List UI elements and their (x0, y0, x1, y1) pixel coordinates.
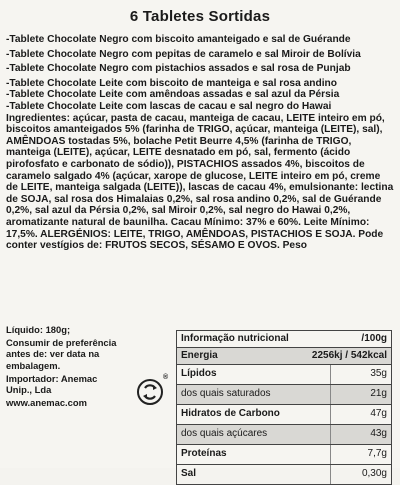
nutrient-value: 21g (330, 385, 391, 404)
importer: Importador: Anemac Unip., Lda (6, 372, 98, 396)
registered-mark: ® (163, 374, 169, 381)
product-item-4: -Tablete Chocolate Leite com biscoito de manteiga e sal rosa andino (6, 77, 337, 89)
ingredients-text: Ingredientes: açúcar, pasta de cacau, manteiga de cacau, LEITE inteiro em pó, biscoitos amanteigados 5% (farinha de TRIGO, açúcar, manteiga (LEITE), sal), AMÊNDOAS tostadas 5%, bolache Petit Beurre 4,5% (farinha de TRIGO, manteiga (LEITE), açúcar, LEITE desnatado em pó, sal, fermento (ácido pirofosfato e carbonato de sódio)), PISTACHIOS assados 4%, biscoitos de caramelo salgado 4% (açúcar, xarope de glucose, LEITE inteiro em pó, creme de LEITE, manteiga salgada (LEITE)), lascas de cacau 4%, emulsionante: lectina de SOJA, sal rosa dos Himalaias 0,2%, sal rosa andino 0,2%, sal de Guérande 0,2%, sal azul da Pérsia 0,2%, sal Miroir 0,2%, sal negro do Hawai 0,2%, aromatizante natural de baunilha. Cacau Mínimo: 37% e 60%. Leite Mínimo: 17,5%. ALERGÉNIOS: LEITE, TRIGO, AMÊNDOAS, PISTACHIOS E SOJA. Pode conter vestígios de: FRUTOS SECOS, SÉSAMO E OVOS. Peso (6, 112, 394, 252)
nutrient-value: 7,7g (330, 445, 391, 464)
energy-value: 2256kj / 542kcal (311, 350, 387, 361)
energy-label: Energia (181, 350, 218, 361)
product-item-1: -Tablete Chocolate Negro com biscoito amanteigado e sal de Guérande (6, 34, 351, 45)
page-title: 6 Tabletes Sortidas (129, 8, 271, 25)
nutrient-label: dos quais açúcares (181, 428, 268, 439)
left-info-column (6, 324, 124, 410)
nutrient-label: dos quais saturados (181, 388, 271, 399)
energy-row (177, 348, 391, 365)
nutrition-row-lipids (177, 365, 391, 385)
website: www.anemac.com (6, 397, 87, 409)
nutrient-label: Hidratos de Carbono (181, 408, 280, 419)
product-item-3: -Tablete Chocolate Negro com pistachios assados e sal rosa de Punjab (6, 63, 351, 75)
nutrition-header (177, 331, 391, 348)
nutrient-value: 0,30g (330, 465, 391, 484)
nutrition-row-salt (177, 465, 391, 485)
nutrition-row-saturated (177, 385, 391, 405)
nutrition-row-carbs (177, 405, 391, 425)
product-item-6: -Tablete Chocolate Leite com lascas de cacau e sal negro do Hawai (6, 100, 332, 112)
product-item-5: -Tablete Chocolate Leite com amêndoas assadas e sal azul da Pérsia (6, 89, 340, 101)
product-description (6, 34, 394, 252)
recycle-icon (136, 378, 164, 406)
nutrition-header-label: Informação nutricional (181, 333, 289, 344)
nutrient-value: 35g (330, 365, 391, 384)
nutrient-value: 43g (330, 425, 391, 444)
nutrient-label: Lípidos (181, 368, 217, 379)
nutrition-table (176, 330, 392, 485)
nutrition-row-sugars (177, 425, 391, 445)
nutrient-value: 47g (330, 405, 391, 424)
nutrition-header-unit: /100g (361, 333, 387, 344)
nutrient-label: Proteínas (181, 448, 227, 459)
product-item-2: -Tablete Chocolate Negro com pepitas de caramelo e sal Miroir de Bolívia (6, 48, 361, 60)
nutrition-row-protein (177, 445, 391, 465)
consumption-note: Consumir de preferência antes de: ver data na embalagem. (6, 337, 117, 371)
nutrient-label: Sal (181, 468, 197, 479)
net-weight: Líquido: 180g; (6, 324, 71, 335)
